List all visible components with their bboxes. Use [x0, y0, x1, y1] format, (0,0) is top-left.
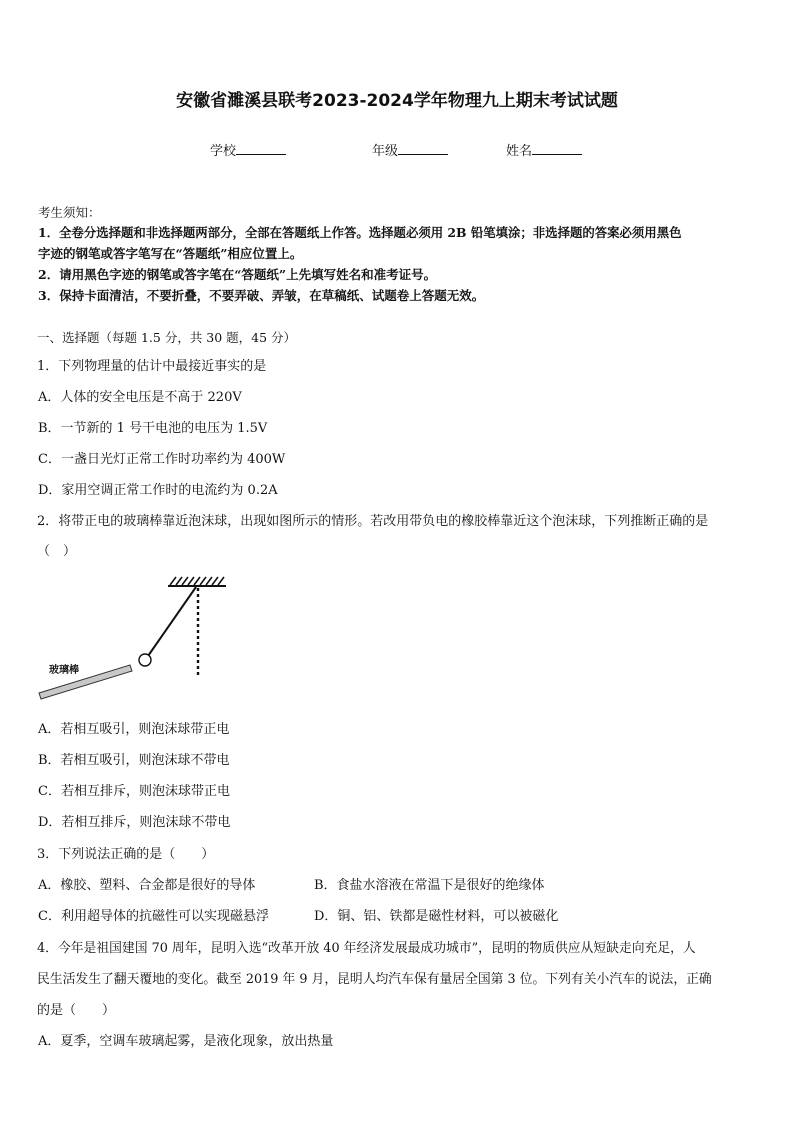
- foam-ball: [139, 654, 151, 666]
- q1-option-a: A．人体的安全电压是不高于 220V: [38, 390, 242, 405]
- notice-line-1b: 字迹的钢笔或答字笔写在“答题纸”相应位置上。: [38, 246, 303, 261]
- ceiling-hatch: [170, 577, 224, 585]
- q2-figure: [36, 572, 236, 702]
- name-label: 姓名: [506, 144, 533, 159]
- grade-blank: [398, 143, 448, 155]
- q2-stem-paren: （ ）: [37, 544, 77, 559]
- school-label: 学校: [210, 144, 237, 159]
- q3-option-d: D．铜、铝、铁都是磁性材料，可以被磁化: [314, 909, 559, 924]
- q3-option-c: C．利用超导体的抗磁性可以实现磁悬浮: [38, 909, 269, 924]
- notice-line-3: 3．保持卡面清洁，不要折叠，不要弄破、弄皱，在草稿纸、试题卷上答题无效。: [38, 288, 485, 303]
- name-blank: [532, 143, 582, 155]
- name-field: [506, 140, 582, 159]
- q4-option-a: A．夏季，空调车玻璃起雾，是液化现象，放出热量: [38, 1034, 334, 1049]
- q4-stem-line-3: 的是（ ）: [37, 1003, 116, 1018]
- q1-stem: 1．下列物理量的估计中最接近事实的是: [37, 359, 267, 374]
- q2-option-d: D．若相互排斥，则泡沫球不带电: [38, 815, 231, 830]
- q1-option-d: D．家用空调正常工作时的电流约为 0.2A: [38, 483, 278, 498]
- grade-label: 年级: [372, 144, 399, 159]
- notice-line-2: 2．请用黑色字迹的钢笔或答字笔在“答题纸”上先填写姓名和准考证号。: [38, 267, 437, 282]
- q3-option-b: B．食盐水溶液在常温下是很好的绝缘体: [314, 878, 545, 893]
- grade-field: [372, 140, 448, 159]
- notice-line-1a: 1．全卷分选择题和非选择题两部分，全部在答题纸上作答。选择题必须用 2B 铅笔填涂；非选择题的答案必须用黑色: [38, 225, 682, 240]
- q3-stem: 3．下列说法正确的是（ ）: [37, 847, 215, 862]
- q2-stem: 2．将带正电的玻璃棒靠近泡沫球，出现如图所示的情形。若改用带负电的橡胶棒靠近这个泡沫球，下列推断正确的是: [37, 514, 709, 529]
- q1-option-b: B．一节新的 1 号干电池的电压为 1.5V: [38, 421, 268, 436]
- q4-stem-line-1: 4．今年是祖国建国 70 周年，昆明入选“改革开放 40 年经济发展最成功城市”，昆明的物质供应从短缺走向充足，人: [37, 941, 696, 956]
- glass-rod-label: 玻璃棒: [49, 665, 79, 676]
- notice-heading: 考生须知：: [38, 205, 101, 220]
- section-heading: 一、选择题（每题 1.5 分，共 30 题，45 分）: [37, 330, 297, 345]
- q2-option-b: B．若相互吸引，则泡沫球不带电: [38, 753, 230, 768]
- q3-option-a: A．橡胶、塑料、合金都是很好的导体: [38, 878, 256, 893]
- thread: [148, 587, 196, 656]
- q1-option-c: C．一盏日光灯正常工作时功率约为 400W: [38, 452, 286, 467]
- q2-option-a: A．若相互吸引，则泡沫球带正电: [38, 722, 230, 737]
- page-title: 安徽省濉溪县联考2023-2024学年物理九上期末考试试题: [176, 91, 618, 111]
- school-field: [210, 140, 286, 159]
- q2-option-c: C．若相互排斥，则泡沫球带正电: [38, 784, 230, 799]
- school-blank: [236, 143, 286, 155]
- q4-stem-line-2: 民生活发生了翻天覆地的变化。截至 2019 年 9 月，昆明人均汽车保有量居全国第 3 位。下列有关小汽车的说法，正确: [37, 972, 712, 987]
